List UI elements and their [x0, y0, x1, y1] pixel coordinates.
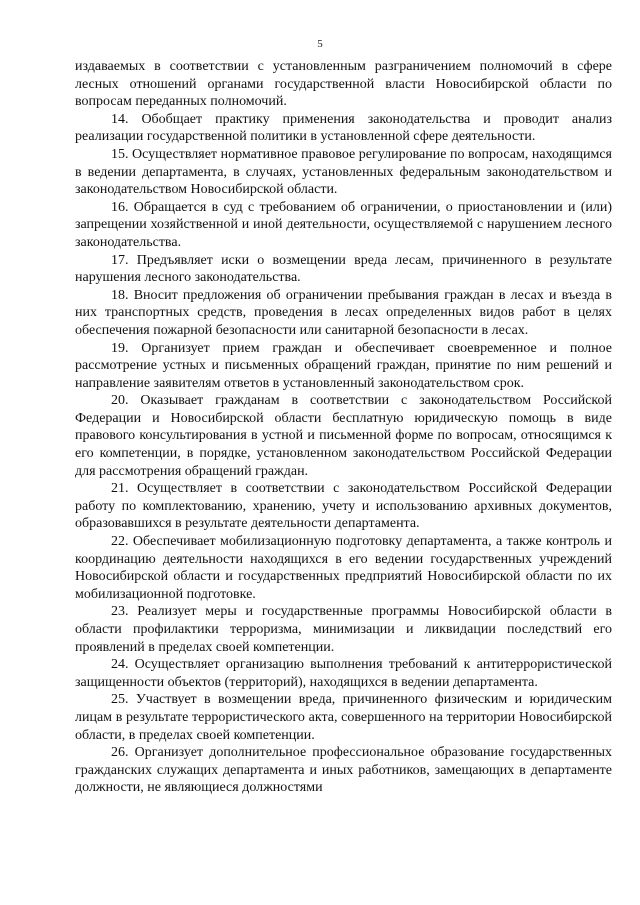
paragraph-item-25: 25. Участвует в возмещении вреда, причиненного физическим и юридическим лицам в результате террористического акта, совершенного на территории Новосибирской области, в пределах своей компетенции.: [75, 692, 612, 743]
paragraph-item-14: 14. Обобщает практику применения законодательства и проводит анализ реализации государственной политики в установленной сфере деятельности.: [75, 111, 612, 145]
paragraph-item-24: 24. Осуществляет организацию выполнения требований к антитеррористической защищенности объектов (территорий), находящихся в ведении департамента.: [75, 657, 612, 690]
paragraph-item-15: 15. Осуществляет нормативное правовое регулирование по вопросам, находящимся в ведении департамента, в случаях, установленных федеральным законодательством и законодательством Новосибирской области.: [75, 146, 612, 198]
paragraph-item-20: 20. Оказывает гражданам в соответствии с законодательством Российской Федерации и Новосибирской области бесплатную юридическую помощь в виде правового консультирования в устной и письменной форме по вопросам, относящимся к его компетенции, в порядке, установленном законодательством Российской Федерации для рассмотрения обращений граждан.: [75, 393, 612, 479]
document-body: [75, 58, 612, 797]
paragraph-item-16: 16. Обращается в суд с требованием об ограничении, о приостановлении и (или) запрещении хозяйственной и иной деятельности, осуществляемой с нарушением лесного законодательства.: [75, 199, 612, 250]
paragraph-item-26: 26. Организует дополнительное профессиональное образование государственных гражданских служащих департамента и иных работников, замещающих в департаменте должности, не являющиеся должностями: [75, 745, 612, 796]
paragraph-continuation: издаваемых в соответствии с установленным разграничением полномочий в сфере лесных отношений органами государственной власти Новосибирской области по вопросам переданных полномочий.: [75, 59, 612, 110]
paragraph-item-19: 19. Организует прием граждан и обеспечивает своевременное и полное рассмотрение устных и письменных обращений граждан, принятие по ним решений и направление заявителям ответов в установленный законодательством срок.: [75, 340, 612, 391]
paragraph-item-21: 21. Осуществляет в соответствии с законодательством Российской Федерации работу по комплектованию, хранению, учету и использованию архивных документов, образовавшихся в результате деятельности департамента.: [75, 481, 612, 532]
paragraph-item-17: 17. Предъявляет иски о возмещении вреда лесам, причиненного в результате нарушения лесного законодательства.: [75, 252, 612, 286]
paragraph-item-23: 23. Реализует меры и государственные программы Новосибирской области в области профилактики терроризма, минимизации и ликвидации последствий его проявлений в пределах своей компетенции.: [75, 604, 612, 655]
page-number: 5: [317, 38, 323, 50]
paragraph-item-22: 22. Обеспечивает мобилизационную подготовку департамента, а также контроль и координацию деятельности находящихся в его ведении государственных учреждений Новосибирской области и государственных предприятий Новосибирской области по их мобилизационной подготовке.: [75, 534, 612, 602]
paragraph-item-18: 18. Вносит предложения об ограничении пребывания граждан в лесах и въезда в них транспортных средств, проведения в лесах определенных видов работ в целях обеспечения пожарной безопасности или санитарной безопасности в лесах.: [75, 287, 612, 338]
